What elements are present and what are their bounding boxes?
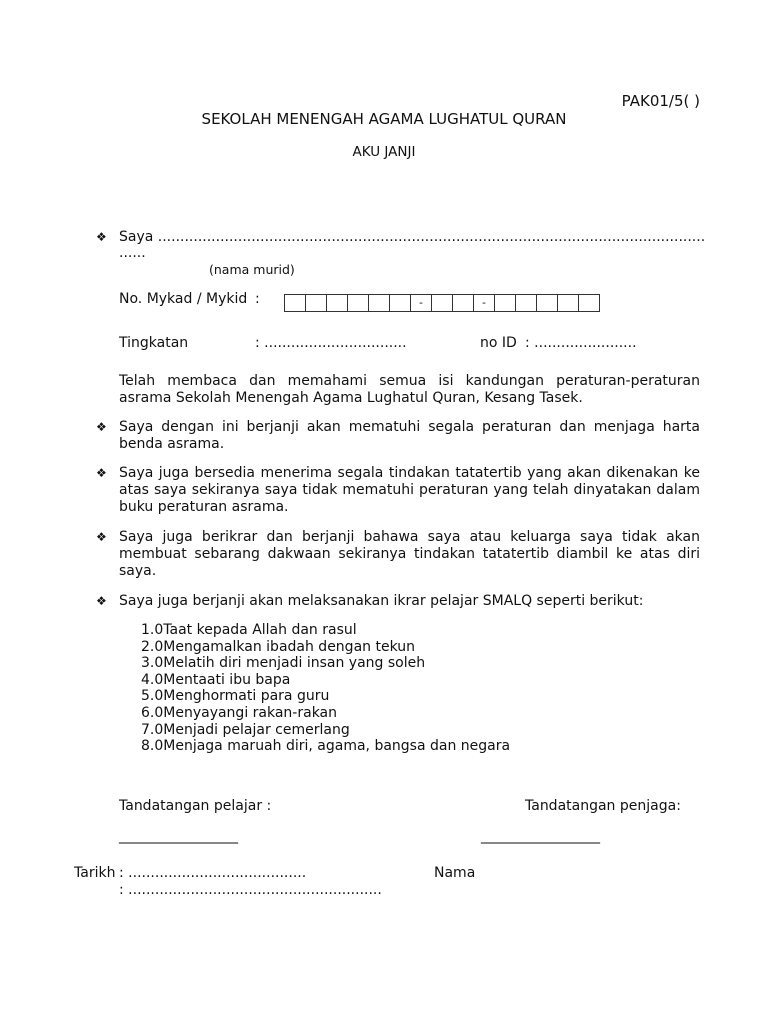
guardian-signature-line: _________________ — [481, 828, 600, 844]
bullet-icon: ❖ — [96, 466, 107, 480]
document-title: AKU JANJI — [352, 144, 416, 160]
intro-paragraph: Telah membaca dan memahami semua isi kandungan peraturan-peraturan asrama Sekolah Menengah Agama Lughatul Quran, Kesang Tasek. — [119, 373, 700, 406]
mykad-digit-box — [326, 294, 348, 312]
bullet-icon: ❖ — [96, 230, 107, 244]
ikrar-item: 4.0Mentaati ibu bapa — [141, 671, 291, 688]
statement-item: Saya juga berikrar dan berjanji bahawa saya atau keluarga saya tidak akan membuat sebarang dakwaan sekiranya tindakan tatatertib diambil ke atas diri saya. — [119, 529, 700, 579]
ikrar-list — [141, 622, 510, 755]
student-signature-line: _________________ — [119, 828, 238, 844]
ikrar-item: 3.0Melatih diri menjadi insan yang soleh — [141, 655, 426, 672]
student-name-line: Saya ........................................................................................................................... — [119, 229, 706, 245]
noid-label: no ID — [480, 335, 517, 351]
statement-item: Saya juga berjanji akan melaksanakan ikrar pelajar SMALQ seperti berikut: — [119, 593, 644, 609]
mykad-digit-box — [452, 294, 474, 312]
student-name-line-continued: ...... — [119, 245, 146, 261]
statement-item: Saya dengan ini berjanji akan mematuhi segala peraturan dan menjaga harta benda asrama. — [119, 419, 700, 452]
guardian-signature-label: Tandatangan penjaga: — [525, 798, 681, 814]
mykad-digit-box — [431, 294, 453, 312]
tingkatan-label: Tingkatan — [119, 335, 189, 351]
ikrar-item: 7.0Menjadi pelajar cemerlang — [141, 721, 350, 738]
mykad-digit-box — [284, 294, 306, 312]
mykad-digit-box — [494, 294, 516, 312]
mykad-digit-box — [368, 294, 390, 312]
tingkatan-value: : ................................ — [255, 335, 407, 351]
mykad-digit-box — [578, 294, 600, 312]
mykad-box-row — [284, 294, 600, 312]
mykad-digit-box — [305, 294, 327, 312]
mykad-separator-box: - — [410, 294, 432, 312]
mykad-digit-box — [515, 294, 537, 312]
ikrar-item: 5.0Menghormati para guru — [141, 688, 330, 705]
statement-item: Saya juga bersedia menerima segala tindakan tatatertib yang akan dikenakan ke atas saya sekiranya saya tidak mematuhi peraturan yang telah dinyatakan dalam buku peraturan asrama. — [119, 465, 700, 515]
tarikh-label: Tarikh — [74, 865, 116, 881]
mykad-label: No. Mykad / Mykid — [119, 291, 248, 307]
mykad-digit-box — [536, 294, 558, 312]
student-name-note: (nama murid) — [209, 262, 295, 277]
student-signature-label: Tandatangan pelajar : — [119, 798, 272, 814]
mykad-colon: : — [255, 291, 260, 307]
mykad-separator-box: - — [473, 294, 495, 312]
school-name: SEKOLAH MENENGAH AGAMA LUGHATUL QURAN — [201, 110, 567, 128]
ikrar-item: 6.0Menyayangi rakan-rakan — [141, 704, 338, 721]
ikrar-item: 8.0Menjaga maruah diri, agama, bangsa dan negara — [141, 738, 511, 755]
mykad-digit-box — [347, 294, 369, 312]
ikrar-item: 2.0Mengamalkan ibadah dengan tekun — [141, 638, 415, 655]
bullet-icon: ❖ — [96, 594, 107, 608]
form-code: PAK01/5( ) — [621, 92, 700, 110]
ikrar-item: 1.0Taat kepada Allah dan rasul — [141, 622, 357, 638]
mykad-digit-box — [389, 294, 411, 312]
nama-label: Nama — [434, 865, 476, 881]
mykad-digit-box — [557, 294, 579, 312]
nama-value: : ......................................................... — [119, 882, 382, 898]
bullet-icon: ❖ — [96, 530, 107, 544]
bullet-icon: ❖ — [96, 420, 107, 434]
noid-value: : ....................... — [525, 335, 637, 351]
tarikh-value: : ........................................ — [119, 865, 307, 881]
